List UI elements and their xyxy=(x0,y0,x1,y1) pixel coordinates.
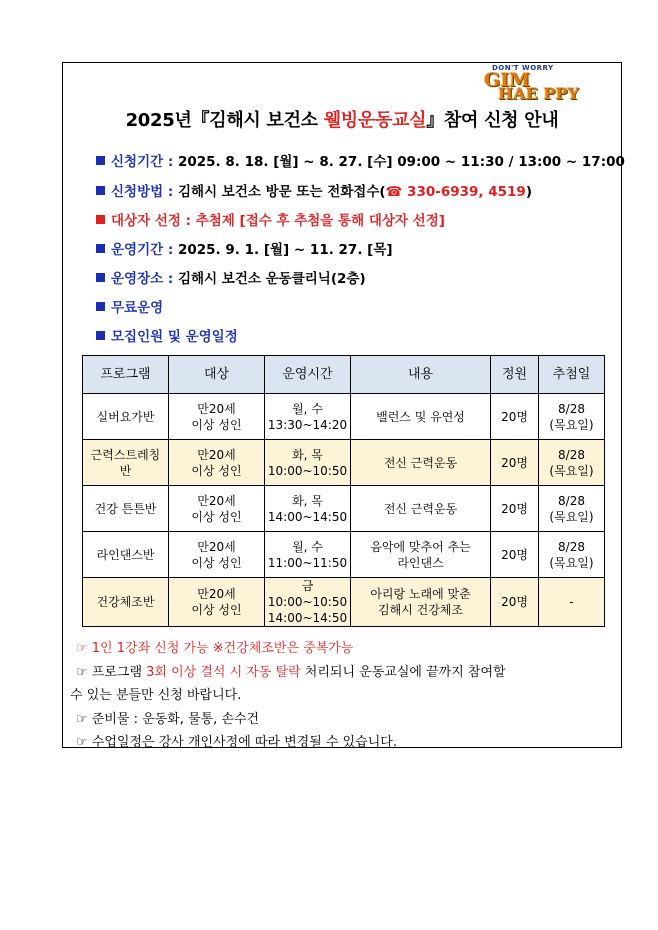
cell-draw-date: - xyxy=(539,578,605,627)
table-header-row xyxy=(83,356,605,394)
cell-draw-date: 8/28 (목요일) xyxy=(539,394,605,440)
logo-tagline: DON'T WORRY xyxy=(492,64,554,72)
table-row xyxy=(83,578,605,627)
cell-program: 실버요가반 xyxy=(83,394,169,440)
cell-time: 금 10:00~10:50 14:00~14:50 xyxy=(265,578,351,627)
bullet-square-icon xyxy=(96,331,105,340)
note-schedule-change: ☞ 수업일정은 강사 개인사정에 따라 변경될 수 있습니다. xyxy=(76,735,397,750)
bullet-square-icon xyxy=(96,244,105,253)
cell-target: 만20세 이상 성인 xyxy=(169,532,265,578)
header-draw-date: 추첨일 xyxy=(539,356,605,394)
cell-content: 음악에 맞추어 추는 라인댄스 xyxy=(351,532,491,578)
header-content: 내용 xyxy=(351,356,491,394)
table-row xyxy=(83,486,605,532)
header-capacity: 정원 xyxy=(491,356,539,394)
bullet-square-icon xyxy=(96,302,105,311)
title-highlight: 웰빙운동교실 xyxy=(323,110,427,131)
info-free: 무료운영 xyxy=(96,296,163,316)
note-supplies: ☞ 준비물 : 운동화, 물통, 손수건 xyxy=(76,712,260,727)
table-row xyxy=(83,394,605,440)
cell-draw-date: 8/28 (목요일) xyxy=(539,440,605,486)
cell-draw-date: 8/28 (목요일) xyxy=(539,532,605,578)
cell-target: 만20세 이상 성인 xyxy=(169,440,265,486)
cell-time: 월, 수 13:30~14:20 xyxy=(265,394,351,440)
schedule-table xyxy=(82,355,605,627)
cell-capacity: 20명 xyxy=(491,578,539,627)
table-row xyxy=(83,440,605,486)
info-apply-method: 신청방법 : 김해시 보건소 방문 또는 전화접수(☎ 330-6939, 4519) xyxy=(96,180,532,200)
info-selection: 대상자 선정 : 추첨제 [접수 후 추첨을 통해 대상자 선정] xyxy=(96,209,445,229)
note-absence-line2: 수 있는 분들만 신청 바랍니다. xyxy=(70,688,242,703)
header-target: 대상 xyxy=(169,356,265,394)
cell-program: 라인댄스반 xyxy=(83,532,169,578)
cell-program: 건강 튼튼반 xyxy=(83,486,169,532)
cell-capacity: 20명 xyxy=(491,532,539,578)
cell-content: 전신 근력운동 xyxy=(351,486,491,532)
cell-program: 근력스트레칭반 xyxy=(83,440,169,486)
info-apply-period: 신청기간 : 2025. 8. 18. [월] ~ 8. 27. [수] 09:00 ~ 11:30 / 13:00 ~ 17:00 xyxy=(96,150,625,170)
cell-capacity: 20명 xyxy=(491,440,539,486)
cell-capacity: 20명 xyxy=(491,486,539,532)
note-absence: ☞ 프로그램 3회 이상 결석 시 자동 탈락 처리되니 운동교실에 끝까지 참여할 xyxy=(76,665,506,680)
logo-word-2: HAE PPY xyxy=(498,84,579,103)
note-one-course: ☞ 1인 1강좌 신청 가능 ※건강체조반은 중복가능 xyxy=(76,641,354,656)
title-post: 』참여 신청 안내 xyxy=(426,110,559,131)
gimhaeppy-logo xyxy=(484,64,594,104)
bullet-square-icon xyxy=(96,273,105,282)
info-operation-period: 운영기간 : 2025. 9. 1. [월] ~ 11. 27. [목] xyxy=(96,238,393,258)
cell-target: 만20세 이상 성인 xyxy=(169,394,265,440)
cell-program: 건강체조반 xyxy=(83,578,169,627)
info-location: 운영장소 : 김해시 보건소 운동클리닉(2층) xyxy=(96,267,366,287)
title-pre: 2025년『김해시 보건소 xyxy=(125,110,324,131)
cell-content: 전신 근력운동 xyxy=(351,440,491,486)
bullet-square-icon xyxy=(96,215,105,224)
cell-capacity: 20명 xyxy=(491,394,539,440)
page-title xyxy=(62,106,622,132)
cell-target: 만20세 이상 성인 xyxy=(169,486,265,532)
header-program: 프로그램 xyxy=(83,356,169,394)
cell-content: 아리랑 노래에 맞춘 김해시 건강체조 xyxy=(351,578,491,627)
cell-content: 밸런스 및 유연성 xyxy=(351,394,491,440)
cell-target: 만20세 이상 성인 xyxy=(169,578,265,627)
logo-word-1: GIM xyxy=(484,69,531,91)
note-absence-warning: 3회 이상 결석 시 자동 탈락 xyxy=(146,665,301,680)
table-row xyxy=(83,532,605,578)
header-time: 운영시간 xyxy=(265,356,351,394)
info-recruit-schedule: 모집인원 및 운영일정 xyxy=(96,325,238,345)
bullet-square-icon xyxy=(96,186,105,195)
phone-number: ☎ 330-6939, 4519 xyxy=(385,184,526,200)
cell-time: 월, 수 11:00~11:50 xyxy=(265,532,351,578)
cell-time: 화, 목 10:00~10:50 xyxy=(265,440,351,486)
bullet-square-icon xyxy=(96,156,105,165)
cell-draw-date: 8/28 (목요일) xyxy=(539,486,605,532)
cell-time: 화, 목 14:00~14:50 xyxy=(265,486,351,532)
